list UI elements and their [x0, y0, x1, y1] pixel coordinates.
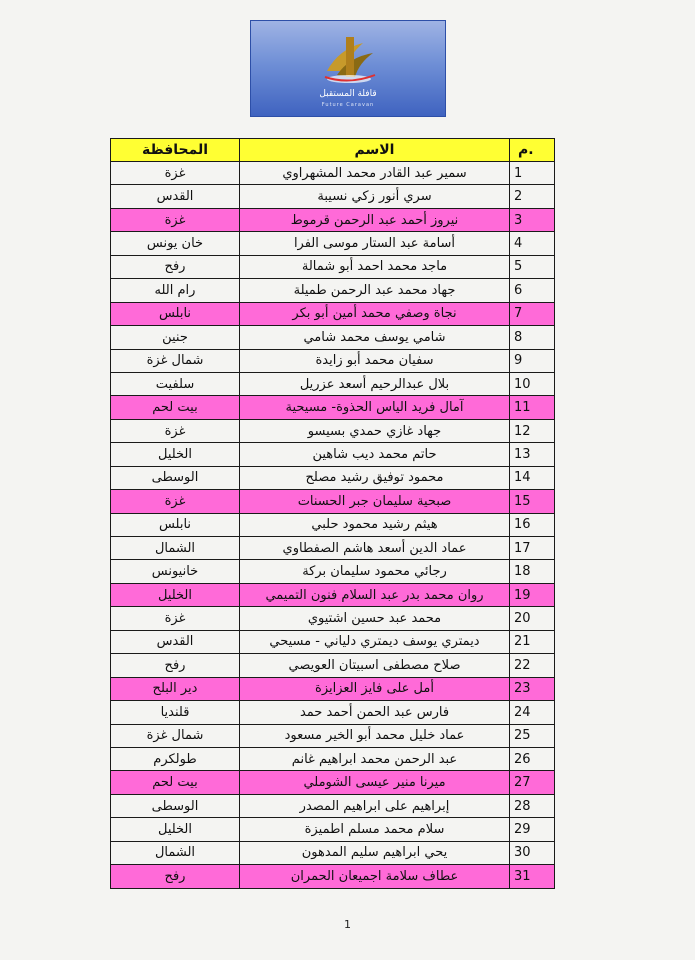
row-number: 7 — [510, 302, 555, 325]
row-number: 24 — [510, 701, 555, 724]
row-number: 5 — [510, 255, 555, 278]
row-name: جهاد غازي حمدي بسيسو — [240, 419, 510, 442]
row-name: آمال فريد الياس الحذوة- مسيحية — [240, 396, 510, 419]
table-row — [111, 232, 555, 255]
table-row — [111, 419, 555, 442]
row-governorate: جنين — [111, 326, 240, 349]
row-governorate: غزة — [111, 490, 240, 513]
table-row — [111, 607, 555, 630]
row-number: 22 — [510, 654, 555, 677]
row-number: 1 — [510, 162, 555, 185]
row-name: شامي يوسف محمد شامي — [240, 326, 510, 349]
row-number: 12 — [510, 419, 555, 442]
row-governorate: رام الله — [111, 279, 240, 302]
row-name: بلال عبدالرحيم أسعد عزريل — [240, 372, 510, 395]
row-name: عبد الرحمن محمد ابراهيم غانم — [240, 747, 510, 770]
row-governorate: الخليل — [111, 583, 240, 606]
table-row — [111, 841, 555, 864]
row-number: 15 — [510, 490, 555, 513]
table-row — [111, 654, 555, 677]
row-name: روان محمد بدر عبد السلام فنون التميمي — [240, 583, 510, 606]
row-number: 17 — [510, 537, 555, 560]
row-name: ديمتري يوسف ديمتري دلياني - مسيحي — [240, 630, 510, 653]
row-number: 10 — [510, 372, 555, 395]
row-governorate: الشمال — [111, 537, 240, 560]
row-number: 26 — [510, 747, 555, 770]
names-table — [110, 138, 555, 889]
row-number: 19 — [510, 583, 555, 606]
table-row — [111, 466, 555, 489]
row-number: 4 — [510, 232, 555, 255]
table-row — [111, 326, 555, 349]
row-governorate: دير البلح — [111, 677, 240, 700]
table-row — [111, 818, 555, 841]
row-number: 28 — [510, 794, 555, 817]
header-governorate: المحافظة — [111, 139, 240, 162]
row-governorate: الشمال — [111, 841, 240, 864]
row-name: ماجد محمد احمد أبو شمالة — [240, 255, 510, 278]
row-number: 13 — [510, 443, 555, 466]
row-governorate: قلنديا — [111, 701, 240, 724]
table-row — [111, 349, 555, 372]
row-governorate: رفح — [111, 865, 240, 889]
table-row — [111, 513, 555, 536]
row-number: 14 — [510, 466, 555, 489]
row-governorate: خان يونس — [111, 232, 240, 255]
row-governorate: الخليل — [111, 443, 240, 466]
row-name: سمير عبد القادر محمد المشهراوي — [240, 162, 510, 185]
row-number: 21 — [510, 630, 555, 653]
row-number: 20 — [510, 607, 555, 630]
table-row — [111, 583, 555, 606]
table-row — [111, 747, 555, 770]
table-row — [111, 372, 555, 395]
row-name: هيثم رشيد محمود حلبي — [240, 513, 510, 536]
row-governorate: نابلس — [111, 302, 240, 325]
table-row — [111, 677, 555, 700]
row-name: محمود توفيق رشيد مصلح — [240, 466, 510, 489]
row-number: 9 — [510, 349, 555, 372]
row-number: 6 — [510, 279, 555, 302]
row-governorate: بيت لحم — [111, 396, 240, 419]
row-governorate: سلفيت — [111, 372, 240, 395]
row-name: حاتم محمد ديب شاهين — [240, 443, 510, 466]
table-row — [111, 490, 555, 513]
row-name: سلام محمد مسلم اطميزة — [240, 818, 510, 841]
row-number: 3 — [510, 208, 555, 231]
table-row — [111, 865, 555, 889]
row-name: رجائي محمود سليمان بركة — [240, 560, 510, 583]
table-header-row — [111, 139, 555, 162]
row-name: محمد عبد حسين اشتيوي — [240, 607, 510, 630]
row-number: 25 — [510, 724, 555, 747]
row-name: إبراهيم على ابراهيم المصدر — [240, 794, 510, 817]
row-name: عطاف سلامة اجميعان الحمران — [240, 865, 510, 889]
row-name: صبحية سليمان جبر الحسنات — [240, 490, 510, 513]
table-row — [111, 302, 555, 325]
logo-subtitle: Future Caravan — [321, 102, 375, 108]
row-governorate: الوسطى — [111, 466, 240, 489]
row-number: 16 — [510, 513, 555, 536]
row-governorate: خانيونس — [111, 560, 240, 583]
row-name: أسامة عبد الستار موسى الفرا — [240, 232, 510, 255]
row-governorate: غزة — [111, 162, 240, 185]
table-row — [111, 701, 555, 724]
row-governorate: رفح — [111, 654, 240, 677]
row-name: أمل على فايز العزايزة — [240, 677, 510, 700]
row-name: يحي ابراهيم سليم المدهون — [240, 841, 510, 864]
table-row — [111, 630, 555, 653]
row-governorate: الوسطى — [111, 794, 240, 817]
table-row — [111, 279, 555, 302]
table-row — [111, 208, 555, 231]
row-number: 2 — [510, 185, 555, 208]
row-governorate: بيت لحم — [111, 771, 240, 794]
row-governorate: الخليل — [111, 818, 240, 841]
row-name: نيروز أحمد عبد الرحمن قرموط — [240, 208, 510, 231]
row-governorate: غزة — [111, 607, 240, 630]
row-number: 29 — [510, 818, 555, 841]
row-number: 18 — [510, 560, 555, 583]
table-row — [111, 794, 555, 817]
row-number: 23 — [510, 677, 555, 700]
page-number: 1 — [344, 918, 351, 931]
row-governorate: غزة — [111, 208, 240, 231]
table-row — [111, 443, 555, 466]
row-name: صلاح مصطفى اسبيتان العويصي — [240, 654, 510, 677]
logo — [250, 20, 446, 117]
row-name: سفيان محمد أبو زايدة — [240, 349, 510, 372]
table-row — [111, 255, 555, 278]
row-name: نجاة وصفي محمد أمين أبو بكر — [240, 302, 510, 325]
table-row — [111, 396, 555, 419]
row-name: عماد الدين أسعد هاشم الصفطاوي — [240, 537, 510, 560]
row-name: فارس عبد الحمن أحمد حمد — [240, 701, 510, 724]
row-governorate: شمال غزة — [111, 724, 240, 747]
logo-title: قافلة المستقبل — [319, 89, 377, 99]
table-row — [111, 537, 555, 560]
header-name: الاسم — [240, 139, 510, 162]
table-row — [111, 560, 555, 583]
row-governorate: غزة — [111, 419, 240, 442]
table-row — [111, 771, 555, 794]
row-number: 27 — [510, 771, 555, 794]
row-governorate: نابلس — [111, 513, 240, 536]
row-governorate: القدس — [111, 185, 240, 208]
row-name: سري أنور زكي نسيبة — [240, 185, 510, 208]
row-name: ميرنا منير عيسى الشوملي — [240, 771, 510, 794]
table-row — [111, 185, 555, 208]
row-governorate: طولكرم — [111, 747, 240, 770]
row-number: 11 — [510, 396, 555, 419]
table-row — [111, 162, 555, 185]
row-governorate: القدس — [111, 630, 240, 653]
row-name: عماد خليل محمد أبو الخير مسعود — [240, 724, 510, 747]
row-number: 31 — [510, 865, 555, 889]
table-row — [111, 724, 555, 747]
row-number: 30 — [510, 841, 555, 864]
header-num: م. — [510, 139, 555, 162]
row-name: جهاد محمد عبد الرحمن طميلة — [240, 279, 510, 302]
caravan-logo-icon — [319, 31, 379, 89]
row-number: 8 — [510, 326, 555, 349]
row-governorate: رفح — [111, 255, 240, 278]
row-governorate: شمال غزة — [111, 349, 240, 372]
